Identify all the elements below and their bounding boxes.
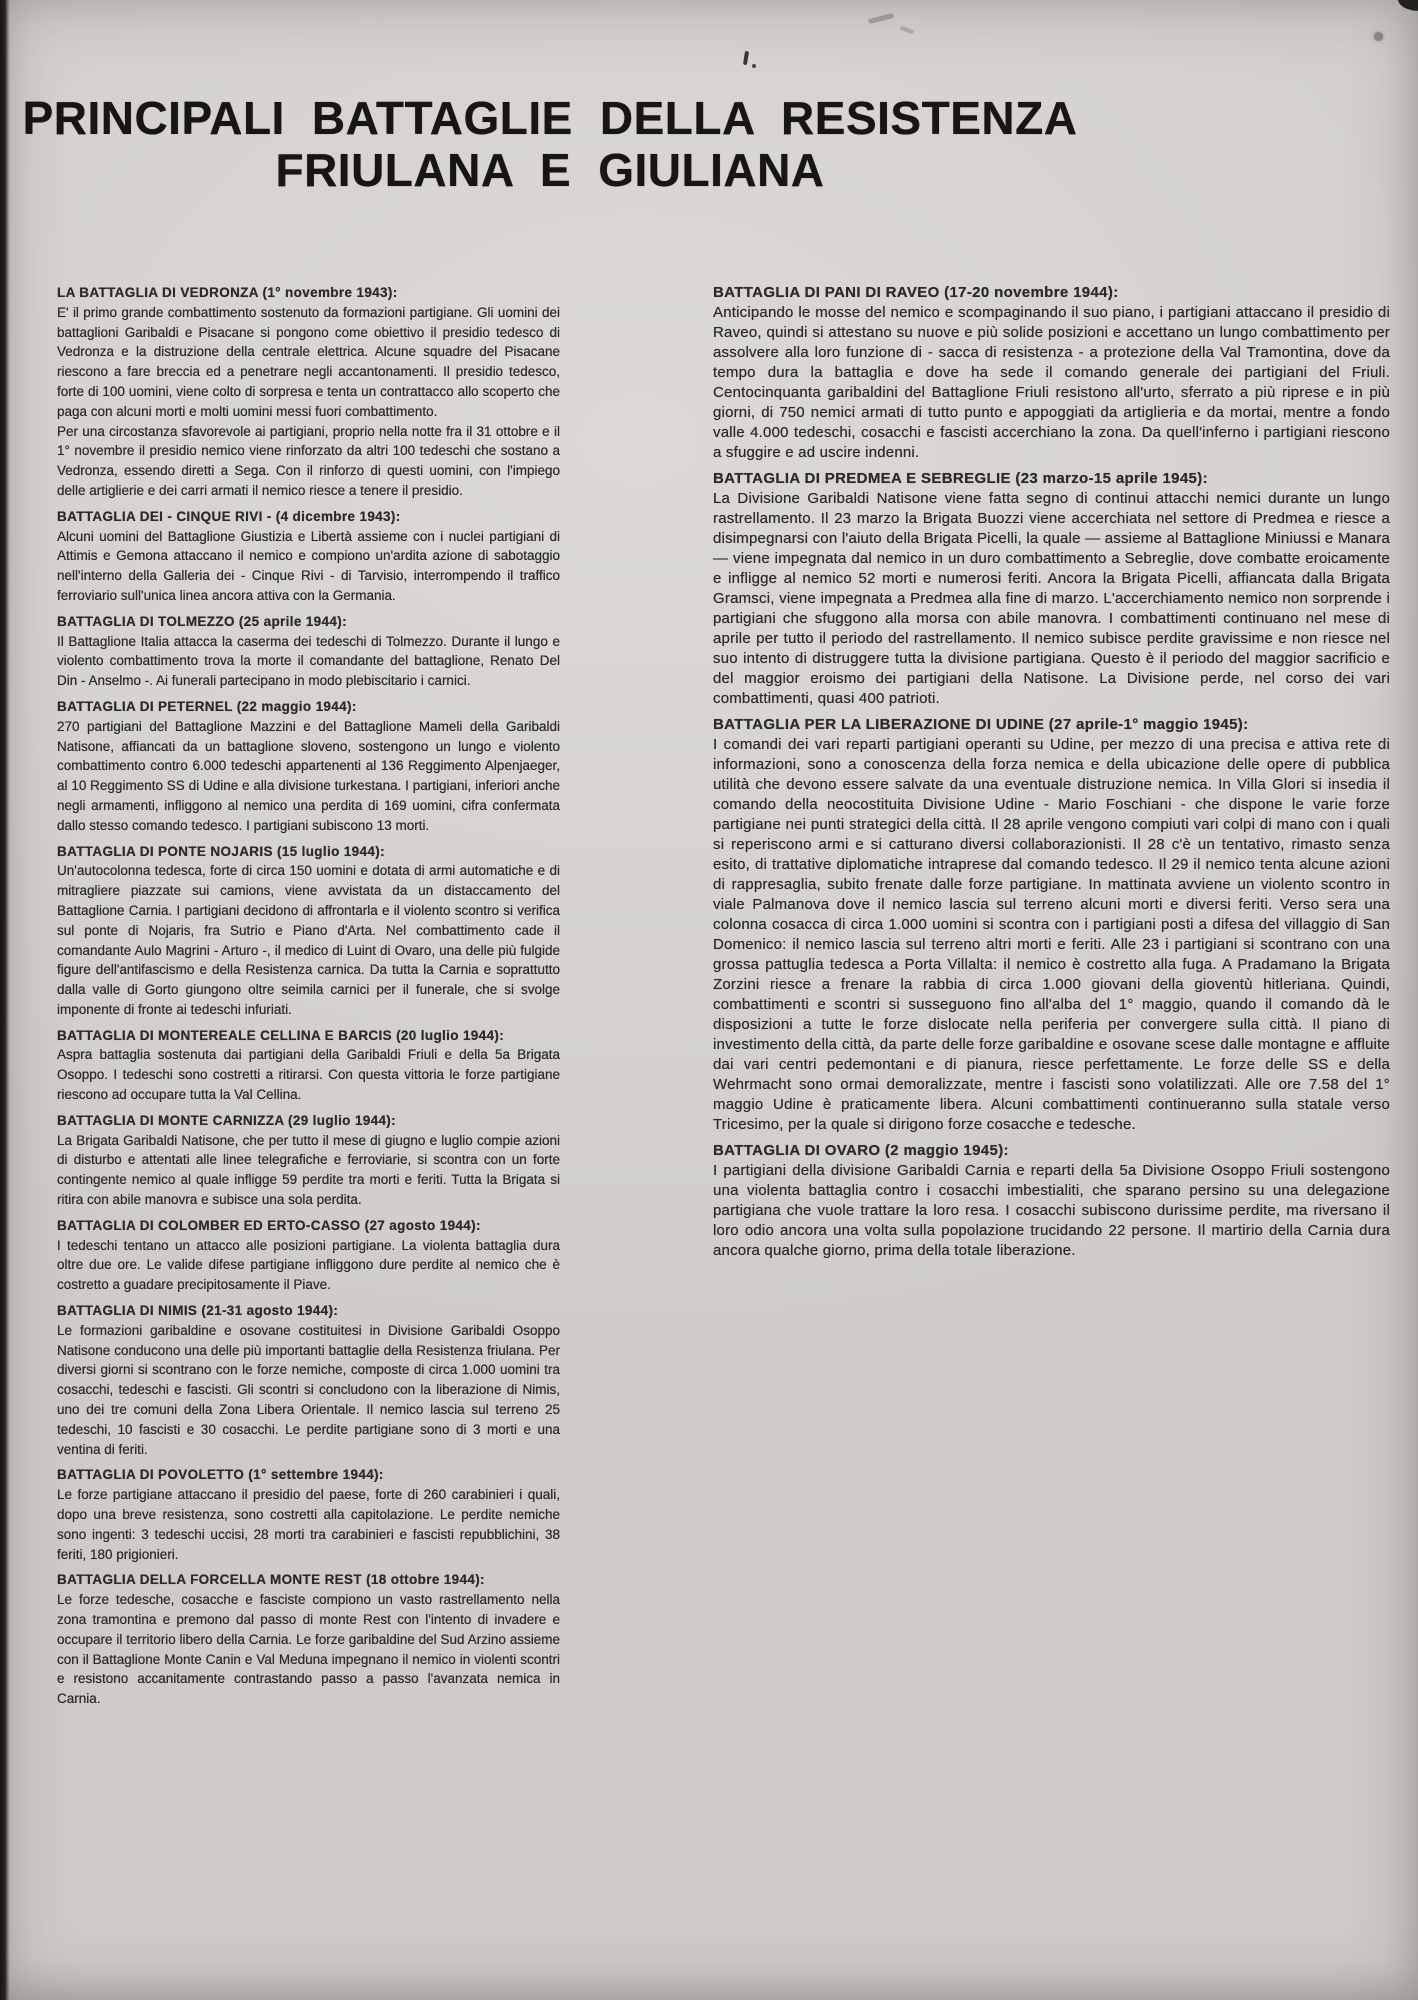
battle-heading: BATTAGLIA DI OVARO (2 maggio 1945): bbox=[713, 1142, 1009, 1159]
scan-smudge bbox=[900, 26, 915, 35]
battle-heading: BATTAGLIA PER LA LIBERAZIONE DI UDINE (27 aprile-1° maggio 1945): bbox=[713, 716, 1249, 733]
battle-section bbox=[57, 1465, 560, 1564]
battle-heading: BATTAGLIA DI TOLMEZZO (25 aprile 1944): bbox=[57, 613, 347, 629]
battle-paragraph: Anticipando le mosse del nemico e scompaginando il suo piano, i partigiani attaccano il presidio di Raveo, quindi si attestano su nuove e più solide posizioni e accettano un lungo combattimento per assolvere alla loro funzione di - sacca di resistenza - a protezione della Val Tramontina, dove da tempo dura la battaglia e dove ha sede il comando generale dei partigiani del Friuli. Centocinquanta garibaldini del Battaglione Friuli resistono all'urto, sferrato a più riprese e in più giorni, di 750 nemici armati di tutto punto e appoggiati da artiglieria e da mortai, mentre a fondo valle 4.000 tedeschi, cosacchi e fascisti accerchiano la zona. Da quell'inferno i partigiani riescono a sfuggire e ad uscire indenni. bbox=[713, 304, 1390, 461]
battle-section bbox=[57, 1301, 560, 1459]
battle-heading: BATTAGLIA DEI - CINQUE RIVI - (4 dicembre 1943): bbox=[57, 508, 401, 524]
battle-paragraph: I tedeschi tentano un attacco alle posizioni partigiane. La violenta battaglia dura oltre due ore. Le valide difese partigiane infliggono dure perdite al nemico che è costretto a guadare precipitosamente il Piave. bbox=[57, 1237, 560, 1293]
battle-section bbox=[57, 1026, 560, 1105]
battle-section bbox=[57, 507, 560, 606]
battle-heading: BATTAGLIA DI NIMIS (21-31 agosto 1944): bbox=[57, 1303, 339, 1319]
column-right bbox=[713, 283, 1390, 1261]
battle-heading: BATTAGLIA DI MONTEREALE CELLINA E BARCIS (20 luglio 1944): bbox=[57, 1027, 505, 1043]
battle-section bbox=[57, 1216, 560, 1295]
battle-section bbox=[713, 715, 1390, 1135]
scan-smudge bbox=[868, 13, 894, 24]
battle-heading: BATTAGLIA DI PREDMEA E SEBREGLIE (23 marzo-15 aprile 1945): bbox=[713, 470, 1208, 487]
scan-speck bbox=[752, 64, 756, 68]
battle-section bbox=[57, 1111, 560, 1210]
battle-section bbox=[713, 283, 1390, 463]
battle-paragraph: Le formazioni garibaldine e osovane costituitesi in Divisione Garibaldi Osoppo Natisone conducono una delle più importanti battaglie della Resistenza friulana. Per diversi giorni si scontrano con le forze nemiche, composte di circa 1.000 uomini tra cosacchi, tedeschi e fascisti. Gli scontri si concludono con la liberazione di Nimis, uno dei tre comuni della Zona Libera Orientale. Il nemico lascia sul terreno 25 tedeschi, 10 fascisti e 30 cosacchi. Le perdite partigiane sono di 3 morti e una ventina di feriti. bbox=[57, 1322, 560, 1457]
battle-paragraph: 270 partigiani del Battaglione Mazzini e del Battaglione Mameli della Garibaldi Natisone, affiancati da un battaglione sloveno, sostengono un lungo e violento combattimento contro 6.000 tedeschi appartenenti al 136 Reggimento Alpenjaeger, al 10 Reggimento SS di Udine e alla divisione turkestana. I partigiani, inferiori anche negli armamenti, infliggono al nemico una perdita di 169 uomini, cifra confermata dallo stesso comando tedesco. I partigiani subiscono 13 morti. bbox=[57, 718, 560, 833]
battle-paragraph: Un'autocolonna tedesca, forte di circa 150 uomini e dotata di armi automatiche e di mitragliere piazzate sui camions, viene avvistata da un distaccamento del Battaglione Carnia. I partigiani decidono di affrontarla e il violento scontro si verifica sul ponte di Nojaris, fra Sutrio e Piano d'Arta. Nel combattimento cade il comandante Aulo Magrini - Arturo -, il medico di Luint di Ovaro, una delle più fulgide figure dell'antifascismo e della Resistenza carnica. Da tutta la Carnia e soprattutto dalla valle di Gorto giungono oltre seimila carnici per il funerale, che si svolge imponente di fronte ai tedeschi infuriati. bbox=[57, 863, 560, 1017]
battle-heading: BATTAGLIA DI PANI DI RAVEO (17-20 novembre 1944): bbox=[713, 284, 1119, 301]
battle-heading: BATTAGLIA DI MONTE CARNIZZA (29 luglio 1944): bbox=[57, 1112, 396, 1128]
scan-edge-left bbox=[0, 0, 10, 2000]
battle-paragraph: La Divisione Garibaldi Natisone viene fatta segno di continui attacchi nemici durante un lungo rastrellamento. Il 23 marzo la Brigata Buozzi viene accerchiata nel settore di Predmea e riesce a disimpegnarsi con l'aiuto della Brigata Picelli, la quale — assieme al Battaglione Miniussi e Manara — viene impegnata dal nemico in un duro combattimento a Sebreglie, dove combatte eroicamente e infligge al nemico 52 morti e numerosi feriti. Ancora la Brigata Picelli, affiancata dalla Brigata Gramsci, viene impegnata a Predmea alla fine di marzo. L'accerchiamento nemico non sorprende i partigiani che sfuggono alla morsa con abile manovra. I combattimenti continuano nel mese di aprile per tutto il periodo del rastrellamento. Il nemico subisce perdite gravissime e non riesce nel suo intento di distruggere tutta la divisione partigiana. Questo è il periodo del maggior sacrificio e del maggior eroismo dei partigiani della Natisone. La Divisione perde, nel corso dei vari combattimenti, quasi 400 patrioti. bbox=[713, 490, 1390, 707]
battle-heading: BATTAGLIA DI PETERNEL (22 maggio 1944): bbox=[57, 698, 357, 714]
battle-heading: LA BATTAGLIA DI VEDRONZA (1° novembre 1943): bbox=[57, 285, 398, 300]
battle-paragraph: I comandi dei vari reparti partigiani operanti su Udine, per mezzo di una precisa e attiva rete di informazioni, sono a conoscenza della forza nemica e della ubicazione delle opere di pubblica utilità che devono essere salvate da una eventuale distruzione nemica. In Villa Glori si insedia il comando della neocostituita Divisione Udine - Mario Foschiani - che dispone le varie forze partigiane nei punti strategici della città. Il 28 aprile vengono compiuti vari colpi di mano con i quali si reperiscono armi e si catturano diversi collaborazionisti. Il 28 c'è un tentativo, rimasto senza esito, di trattative diplomatiche intraprese dal comando tedesco. Il 29 il nemico tenta alcune azioni di rappresaglia, subito frenate dalle forze partigiane. In mattinata avviene un violento scontro in viale Palmanova dove il nemico lascia sul terreno alcuni morti e diversi feriti. Verso sera una colonna cosacca di circa 1.000 uomini si scontra con i partigiani posti a difesa del villaggio di San Domenico: il nemico lascia sul terreno altri morti e feriti. Alle 23 i partigiani si scontrano con una grossa pattuglia tedesca a Porta Villalta: il nemico è costretto alla fuga. A Pradamano la Brigata Zorzini riesce a frenare la rabbia di circa 1.000 giovani della gioventù hitleriana. Quindi, combattimenti e scontri si susseguono fino all'alba del 1° maggio, quando il comando dà le disposizioni a tutte le forze dislocate nella periferia per convergere sulla città. Il piano di investimento della città, da parte delle forze garibaldine e osovane scese dalle montagne e affluite dai vari centri pedemontani e di pianura, riesce perfettamente. Le forze delle SS e della Wehrmacht sono ormai demoralizzate, mentre i fascisti sono volatilizzati. Alle ore 7.58 del 1° maggio Udine è praticamente libera. Alcuni combattimenti continueranno sulla statale verso Tricesimo, per la quale si dirigono forze cosacche e tedesche. bbox=[713, 736, 1390, 1133]
page-title-line-2: FRIULANA E GIULIANA bbox=[275, 144, 825, 196]
battle-heading: BATTAGLIA DELLA FORCELLA MONTE REST (18 ottobre 1944): bbox=[57, 1572, 485, 1588]
column-left bbox=[57, 283, 560, 1709]
battle-section bbox=[713, 1141, 1390, 1261]
battle-section bbox=[57, 283, 560, 501]
scan-corner-mark bbox=[1396, 0, 1418, 14]
battle-section bbox=[57, 1570, 560, 1709]
battle-paragraph: Il Battaglione Italia attacca la caserma dei tedeschi di Tolmezzo. Durante il lungo e violento combattimento trova la morte il comandante del battaglione, Renato Del Din - Anselmo -. Ai funerali partecipano in modo plebiscitario i carnici. bbox=[57, 633, 560, 689]
battle-paragraph: Per una circostanza sfavorevole ai partigiani, proprio nella notte fra il 31 ottobre e il 1° novembre il presidio nemico viene rinforzato da altri 100 tedeschi che sostano a Vedronza, essendo diretti a Sega. Con il rinforzo di questi uomini, con l'impiego delle artiglierie e dei carri armati il nemico riesce a tenere il presidio. bbox=[57, 423, 560, 498]
scan-speck bbox=[743, 51, 749, 65]
battle-section bbox=[57, 842, 560, 1020]
battle-paragraph: I partigiani della divisione Garibaldi Carnia e reparti della 5a Divisione Osoppo Friuli sostengono una violenta battaglia contro i cosacchi imbestialiti, che sparano persino su una delegazione partigiana che vuole trattare la loro resa. I cosacchi subiscono durissime perdite, ma riversano il loro odio ancora una volta sulla popolazione trucidando 22 persone. Il martirio della Carnia dura ancora qualche giorno, prima della totale liberazione. bbox=[713, 1162, 1390, 1259]
battle-paragraph: E' il primo grande combattimento sostenuto da formazioni partigiane. Gli uomini dei battaglioni Garibaldi e Pisacane si pongono come obiettivo il presidio tedesco di Vedronza e la distruzione della centrale elettrica. Alcune squadre del Pisacane riescono a fare breccia ed a penetrare negli accantonamenti. Il presidio tedesco, forte di 100 uomini, viene colto di sorpresa e tenta un contrattacco allo scoperto che paga con alcuni morti e molti uomini messi fuori combattimento. bbox=[57, 304, 560, 419]
battle-heading: BATTAGLIA DI PONTE NOJARIS (15 luglio 1944): bbox=[57, 843, 385, 859]
battle-section bbox=[57, 697, 560, 836]
battle-paragraph: Le forze tedesche, cosacche e fasciste compiono un vasto rastrellamento nella zona tramontina e premono dal passo di monte Rest con l'intento di invadere e occupare il territorio libero della Carnia. Le forze garibaldine del Sud Arzino assieme con il Battaglione Monte Canin e Val Meduna impegnano il nemico in violenti scontri e resistono accanitamente contrastando passo a passo l'avanzata nemica in Carnia. bbox=[57, 1592, 560, 1707]
battle-paragraph: La Brigata Garibaldi Natisone, che per tutto il mese di giugno e luglio compie azioni di disturbo e attentati alle linee telegrafiche e ferroviarie, si scontra con un forte contingente nemico al quale infligge 59 perdite tra morti e feriti. Tutta la Brigata si ritira con abile manovra e subisce una sola perdita. bbox=[57, 1132, 560, 1208]
battle-paragraph: Alcuni uomini del Battaglione Giustizia e Libertà assieme con i nuclei partigiani di Attimis e Gemona attaccano il nemico e compiono un'ardita azione di sabotaggio nell'interno della Galleria dei - Cinque Rivi - di Tarvisio, interrompendo il traffico ferroviario sull'unica linea ancora attiva con la Germania. bbox=[57, 528, 560, 603]
scan-speck bbox=[1374, 32, 1383, 41]
battle-heading: BATTAGLIA DI POVOLETTO (1° settembre 1944): bbox=[57, 1467, 384, 1483]
battle-heading: BATTAGLIA DI COLOMBER ED ERTO-CASSO (27 agosto 1944): bbox=[57, 1217, 481, 1233]
battle-paragraph: Aspra battaglia sostenuta dai partigiani della Garibaldi Friuli e della 5a Brigata Osoppo. I tedeschi sono costretti a ritirarsi. Con questa vittoria le forze partigiane riescono ad occupare tutta la Val Cellina. bbox=[57, 1047, 560, 1103]
battle-section bbox=[57, 612, 560, 691]
battle-section bbox=[713, 469, 1390, 709]
page-title-line-1: PRINCIPALI BATTAGLIE DELLA RESISTENZA bbox=[22, 92, 1078, 144]
page-title bbox=[0, 92, 1100, 196]
battle-paragraph: Le forze partigiane attaccano il presidio del paese, forte di 260 carabinieri i quali, dopo una breve resistenza, sono costretti alla capitolazione. Le perdite nemiche sono ingenti: 3 tedeschi uccisi, 28 morti tra carabinieri e fascisti repubblichini, 38 feriti, 180 prigionieri. bbox=[57, 1487, 560, 1562]
